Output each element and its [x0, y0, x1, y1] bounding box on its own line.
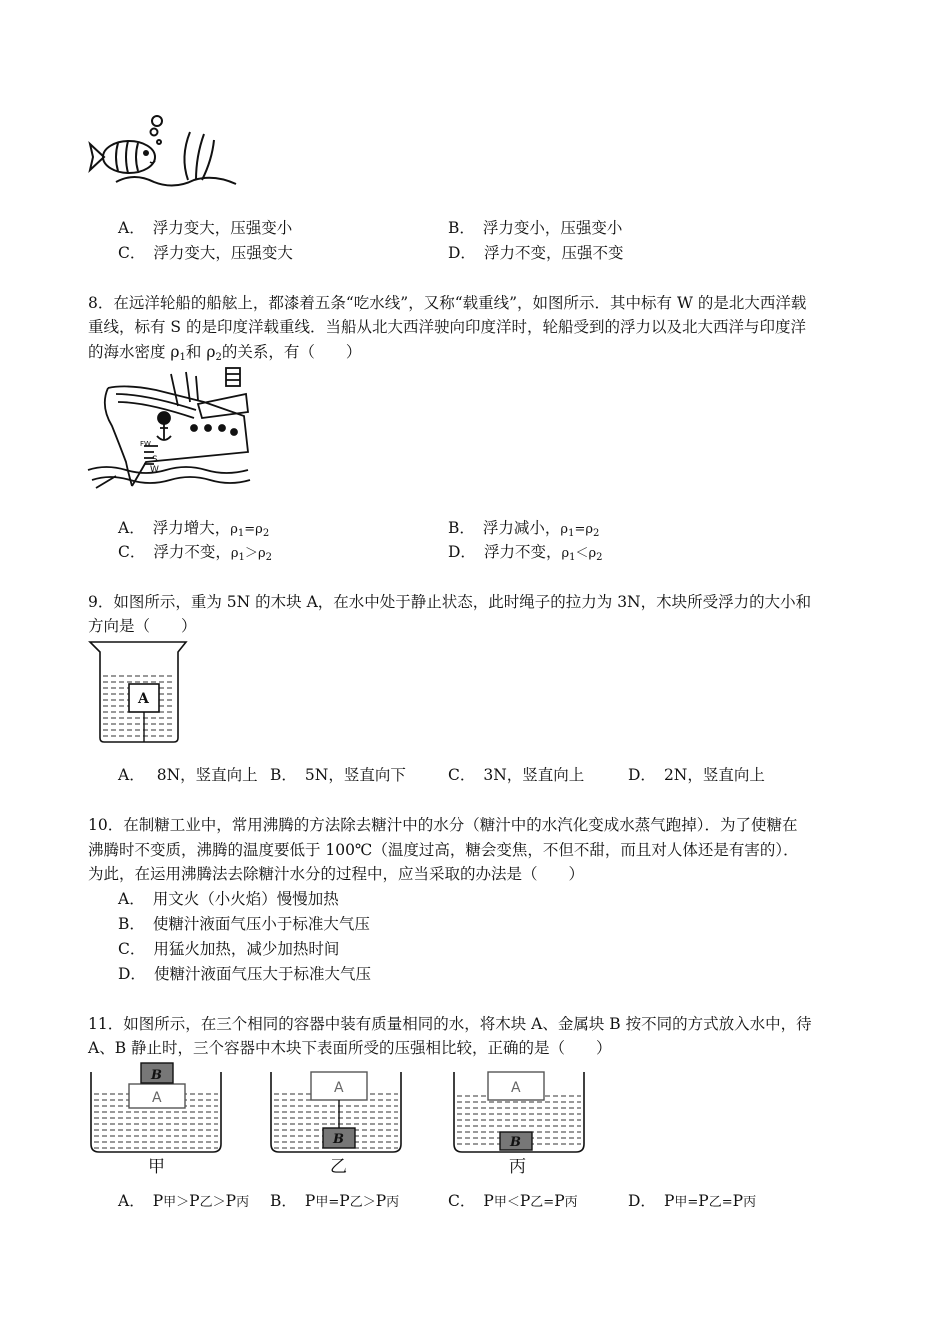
- option-letter: C．: [118, 244, 146, 262]
- q9-option-b[interactable]: B． 5N，竖直向下: [270, 766, 406, 784]
- option-letter: B．: [448, 219, 475, 237]
- option-text: 浮力不变，压强不变: [483, 244, 624, 262]
- q11-option-a[interactable]: A． P甲＞P乙＞P丙: [118, 1192, 250, 1210]
- container-jia-figure: [88, 1062, 228, 1177]
- q9-option-a[interactable]: A． 8N，竖直向上: [118, 766, 258, 784]
- q9-question-line: 方向是（ ）: [88, 617, 197, 635]
- block-a-label: A: [511, 1080, 521, 1096]
- q10-option-c[interactable]: C． 用猛火加热，减少加热时间: [118, 940, 340, 958]
- container-caption: 甲: [148, 1157, 165, 1177]
- option-letter: A．: [118, 219, 145, 237]
- container-caption: 乙: [330, 1157, 347, 1177]
- ship-figure: [86, 366, 256, 491]
- option-text: 浮力变大，压强变大: [153, 244, 293, 262]
- q10-option-b[interactable]: B． 使糖汁液面气压小于标准大气压: [118, 915, 370, 933]
- q8-question-line: 的海水密度 $\rho_1$和 $\rho_2$的关系，有（ ）: [88, 343, 362, 363]
- block-b-label: B: [510, 1135, 521, 1150]
- q11-option-c[interactable]: C． P甲＜P乙=P丙: [448, 1192, 578, 1210]
- q9-question-line: 9．如图所示，重为 5N 的木块 A，在水中处于静止状态，此时绳子的拉力为 3N，木块所受浮力的大小和: [88, 593, 812, 611]
- fish-figure: [84, 112, 244, 192]
- load-line-label-fw: FW: [140, 440, 151, 448]
- option-text: 浮力变小，压强变小: [482, 219, 623, 237]
- container-yi-figure: [268, 1062, 408, 1177]
- block-a-label: A: [152, 1090, 162, 1106]
- q11-option-b[interactable]: B． P甲=P乙＞P丙: [270, 1192, 400, 1210]
- q10-question-line: 为此，在运用沸腾法去除糖汁水分的过程中，应当采取的办法是（ ）: [88, 865, 585, 883]
- block-a-label: A: [138, 691, 149, 707]
- option-letter: D．: [448, 244, 476, 262]
- option-text: 浮力变大，压强变小: [152, 219, 293, 237]
- q11-question-line: A、B 静止时，三个容器中木块下表面所受的压强相比较，正确的是（ ）: [88, 1039, 612, 1057]
- q10-option-d[interactable]: D． 使糖汁液面气压大于标准大气压: [118, 965, 371, 983]
- q8-option-b[interactable]: B． 浮力减小，$\rho_1=\rho_2$: [448, 519, 600, 539]
- q10-option-a[interactable]: A． 用文火（小火焰）慢慢加热: [118, 890, 339, 908]
- block-a-label: A: [334, 1080, 344, 1096]
- container-caption: 丙: [509, 1157, 526, 1177]
- q7-option-d[interactable]: [448, 242, 623, 264]
- beaker-figure: [86, 638, 196, 748]
- q7-option-a[interactable]: [118, 217, 292, 239]
- q9-option-d[interactable]: D． 2N，竖直向上: [628, 766, 765, 784]
- q7-option-b[interactable]: [448, 217, 622, 239]
- q9-option-c[interactable]: C． 3N，竖直向上: [448, 766, 585, 784]
- load-line-label-w: W: [150, 465, 159, 475]
- load-line-label-s: S: [152, 455, 158, 465]
- q8-option-a[interactable]: A． 浮力增大，$\rho_1=\rho_2$: [118, 519, 270, 539]
- q11-question-line: 11．如图所示，在三个相同的容器中装有质量相同的水，将木块 A、金属块 B 按不同的方式放入水中，待: [88, 1015, 812, 1033]
- q8-option-c[interactable]: C． 浮力不变，$\rho_1>\rho_2$: [118, 543, 272, 563]
- q10-question-line: 10．在制糖工业中，常用沸腾的方法除去糖汁中的水分（糖汁中的水汽化变成水蒸气跑掉）．为了使糖在: [88, 816, 798, 834]
- container-bing-figure: [451, 1062, 591, 1177]
- q8-question-line: 8．在远洋轮船的船舷上，都漆着五条“吃水线”，又称“载重线”，如图所示．其中标有 W 的是北大西洋载: [88, 294, 807, 312]
- q7-option-c[interactable]: [118, 242, 293, 264]
- block-b-label: B: [333, 1132, 344, 1147]
- q11-option-d[interactable]: D． P甲=P乙=P丙: [628, 1192, 757, 1210]
- q8-option-d[interactable]: D． 浮力不变，$\rho_1<\rho_2$: [448, 543, 603, 563]
- block-b-label: B: [151, 1068, 162, 1083]
- q10-question-line: 沸腾时不变质，沸腾的温度要低于 100℃（温度过高，糖会变焦，不但不甜，而且对人体还是有害的）．: [88, 841, 799, 859]
- q8-question-line: 重线，标有 S 的是印度洋载重线．当船从北大西洋驶向印度洋时，轮船受到的浮力以及北大西洋与印度洋: [88, 318, 806, 336]
